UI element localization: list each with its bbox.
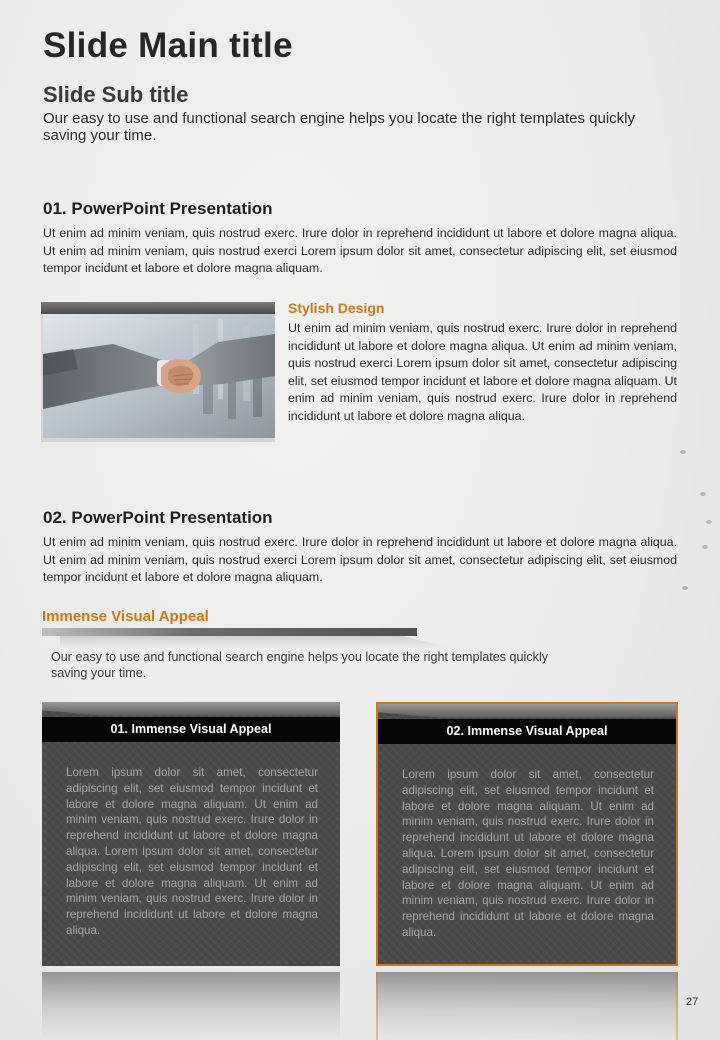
handshake-illustration: [43, 314, 275, 438]
section-1-heading: 01. PowerPoint Presentation: [43, 199, 273, 218]
card-1-body: Lorem ipsum dolor sit amet, consectetur adipiscing elit, set eiusmod tempor incidunt et labore et dolore magna aliquam. Ut enim ad minim veniam, quis nostrud exerc. Irure dolor in reprehend incididunt ut labore et dolore magna aliqua. Lorem ipsum dolor sit amet, consectetur adipiscing elit, set eiusmod tempor incidunt et labore et dolore magna aliquam. Ut enim ad minim veniam, quis nostrud exerc. Irure dolor in reprehend incididunt ut labore et dolore magna aliqua.: [66, 766, 318, 937]
subtitle-description: Our easy to use and functional search engine helps you locate the right templates quickly saving your time.: [43, 110, 636, 144]
paper-fleck: [680, 450, 686, 454]
paper-fleck: [706, 520, 712, 524]
card-1-title: 01. Immense Visual Appeal: [42, 717, 340, 742]
immense-body: Our easy to use and functional search engine helps you locate the right templates quickly saving your time.: [51, 650, 549, 680]
card-1-reflection: [42, 972, 340, 1040]
section-1-body: Ut enim ad minim veniam, quis nostrud exerc. Irure dolor in reprehend incididunt ut labore et dolore magna aliqua. Ut enim ad minim veniam, quis nostrud exerci Lorem ipsum dolor sit amet, consectetur adipiscing elit, set eiusmod tempor incidunt et labore et dolore magna aliquam.: [43, 226, 677, 276]
paper-fleck: [700, 492, 706, 496]
paper-fleck: [682, 586, 688, 590]
page-title: Slide Main title: [43, 26, 293, 65]
handshake-photo: [43, 314, 275, 438]
immense-divider-bar: [42, 628, 417, 636]
section-2-heading: 02. PowerPoint Presentation: [43, 508, 273, 527]
card-1: [42, 702, 340, 966]
page-subtitle: Slide Sub title: [43, 82, 189, 107]
card-1-topbar: [42, 702, 340, 716]
card-2: [376, 702, 678, 966]
feature-heading: Stylish Design: [288, 300, 385, 316]
card-2-body: Lorem ipsum dolor sit amet, consectetur adipiscing elit, set eiusmod tempor incidunt et labore et dolore magna aliquam. Ut enim ad minim veniam, quis nostrud exerc. Irure dolor in reprehend incididunt ut labore et dolore magna aliqua. Lorem ipsum dolor sit amet, consectetur adipiscing elit, set eiusmod tempor incidunt et labore et dolore magna aliquam. Ut enim ad minim veniam, quis nostrud exerc. Irure dolor in reprehend incididunt ut labore et dolore magna aliqua.: [402, 768, 654, 939]
feature-body: Ut enim ad minim veniam, quis nostrud exerc. Irure dolor in reprehend incididunt ut labore et dolore magna aliqua. Ut enim ad minim veniam, quis nostrud exerci Lorem ipsum dolor sit amet, consectetur adipiscing elit, set eiusmod tempor incidunt et labore et dolore magna aliquam. Ut enim ad minim veniam, quis nostrud exerc. Irure dolor in reprehend incididunt ut labore et dolore magna aliqua.: [288, 321, 677, 423]
card-2-title: 02. Immense Visual Appeal: [378, 719, 676, 744]
immense-divider-shadow: [60, 636, 450, 648]
card-2-topbar: [378, 704, 676, 718]
feature-image-topbar: [41, 302, 275, 314]
section-2-body: Ut enim ad minim veniam, quis nostrud exerc. Irure dolor in reprehend incididunt ut labore et dolore magna aliqua. Ut enim ad minim veniam, quis nostrud exerci Lorem ipsum dolor sit amet, consectetur adipiscing elit, set eiusmod tempor incidunt et labore et dolore magna aliquam.: [43, 535, 677, 585]
immense-heading: Immense Visual Appeal: [42, 608, 209, 625]
card-2-reflection: [376, 972, 678, 1040]
paper-fleck: [702, 545, 708, 549]
page-number: 27: [686, 996, 699, 1008]
